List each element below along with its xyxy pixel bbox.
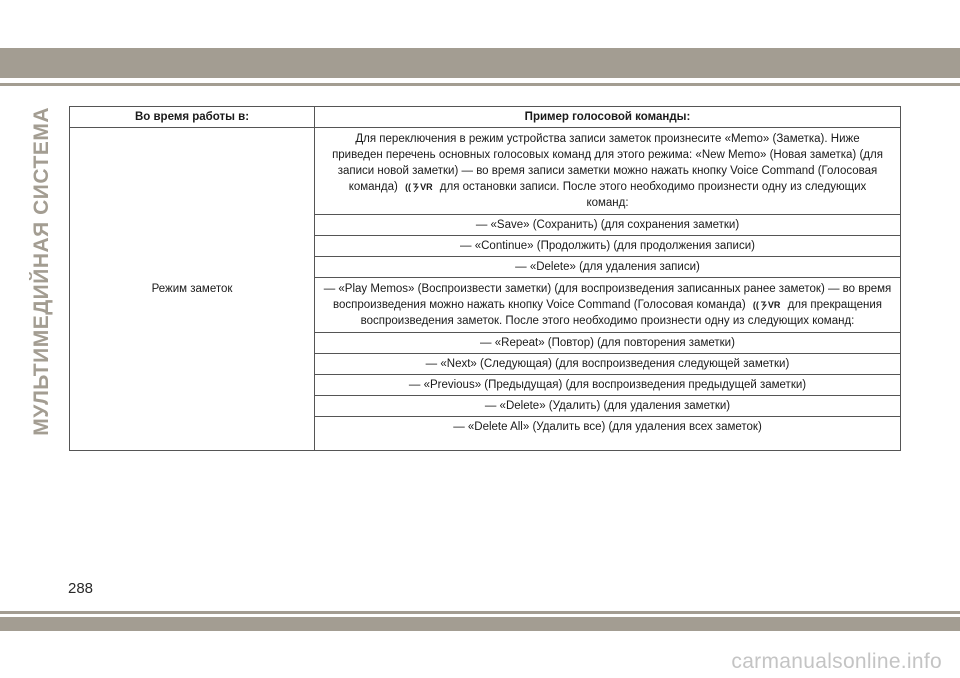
header-example: Пример голосовой команды: bbox=[315, 107, 901, 128]
play-memos-text: — «Play Memos» (Воспроизвести заметки) (для воспроизведения записанных ранее заметок) — во время воспроизведения можно нажать кнопку Voice Command (Голосовая команда) bbox=[323, 283, 892, 312]
play-memos-cell bbox=[315, 278, 901, 333]
mode-cell: Режим заметок bbox=[70, 128, 315, 451]
play-memos-text-end: для прекращения воспроизведения заметок. После этого необходимо произнести одну из следующих команд: bbox=[360, 299, 883, 328]
voice-recognition-icon: (( VR bbox=[752, 300, 781, 311]
section-title-text: МУЛЬТИМЕДИЙНАЯ СИСТЕМА bbox=[30, 106, 53, 436]
watermark-text: carmanualsonline.info bbox=[731, 650, 942, 673]
voice-command-table bbox=[69, 106, 901, 451]
table-row bbox=[70, 128, 901, 215]
command-delete-all: — «Delete All» (Удалить все) (для удаления всех заметок) bbox=[315, 417, 901, 451]
command-repeat: — «Repeat» (Повтор) (для повторения заметки) bbox=[315, 333, 901, 354]
bottom-divider bbox=[0, 611, 960, 614]
page-number: 288 bbox=[68, 580, 94, 597]
intro-cell bbox=[315, 128, 901, 215]
top-header-band bbox=[0, 48, 960, 78]
command-continue: — «Continue» (Продолжить) (для продолжения записи) bbox=[315, 236, 901, 257]
intro-text-end: для остановки записи. После этого необходимо произнести одну из следующих команд: bbox=[439, 181, 867, 210]
command-previous: — «Previous» (Предыдущая) (для воспроизведения предыдущей заметки) bbox=[315, 375, 901, 396]
command-delete-memo: — «Delete» (Удалить) (для удаления заметки) bbox=[315, 396, 901, 417]
voice-recognition-icon: (( VR bbox=[405, 182, 433, 192]
top-divider bbox=[0, 83, 960, 86]
table-header-row bbox=[70, 107, 901, 128]
bottom-footer-band bbox=[0, 617, 960, 631]
section-side-title bbox=[24, 86, 60, 456]
header-mode: Во время работы в: bbox=[70, 107, 315, 128]
command-save: — «Save» (Сохранить) (для сохранения заметки) bbox=[315, 215, 901, 236]
intro-text: Для переключения в режим устройства записи заметок произнесите «Memo» (Заметка). Ниже приведен перечень основных голосовых команд для этого режима: «New Memo» (Новая заметка) (для записи новой заметки) — во время записи заметки можно нажать кнопку Voice Command (Голосовая команда) bbox=[332, 133, 883, 194]
command-delete-record: — «Delete» (для удаления записи) bbox=[315, 257, 901, 278]
command-next: — «Next» (Следующая) (для воспроизведения следующей заметки) bbox=[315, 354, 901, 375]
